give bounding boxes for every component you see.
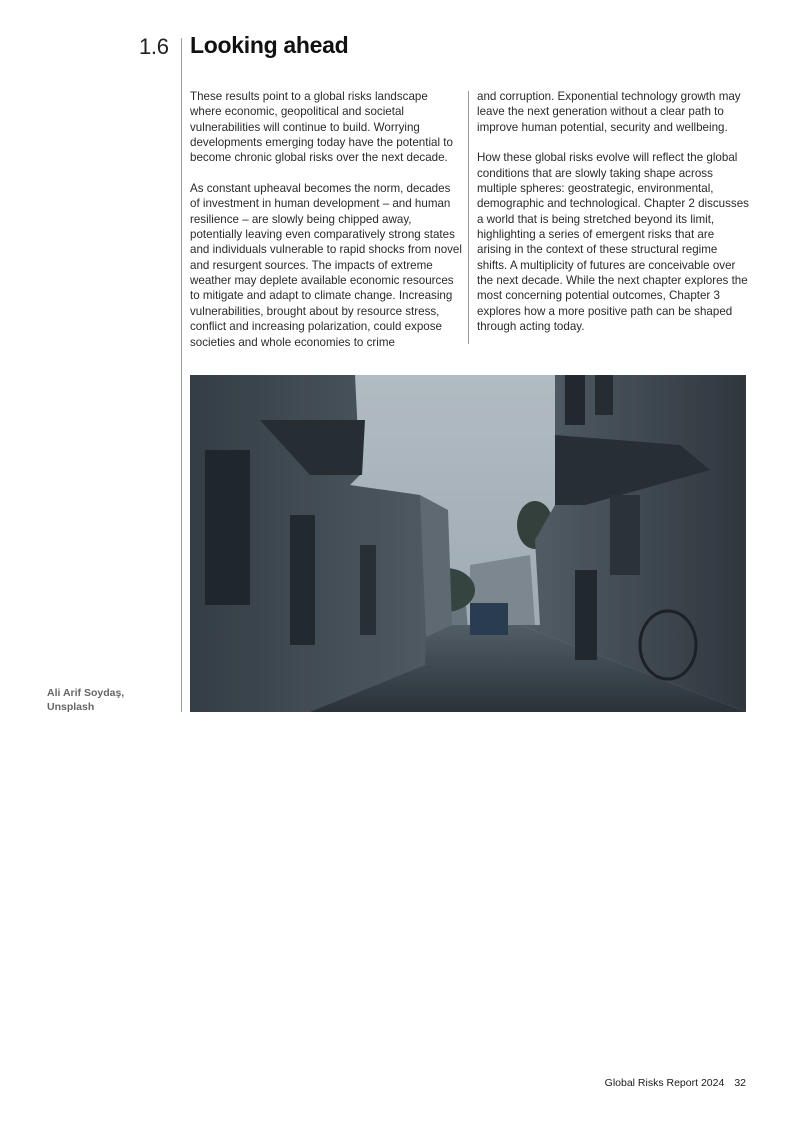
section-number: 1.6 xyxy=(139,34,169,59)
page-footer xyxy=(605,1077,746,1089)
paragraph: How these global risks evolve will reflect the global conditions that are slowly taking shape across multiple spheres: geostrategic, environmental, demographic and technological. Chapter 2 discusses a world that is being stretched beyond its limit, highlighting a series of emergent risks that are arising in the context of these structural regime shifts. A multiplicity of futures are conceivable over the next decade. While the next chapter explores the most concerning potential outcomes, Chapter 3 explores how a more positive path can be shaped through acting today. xyxy=(477,151,749,334)
street-photo xyxy=(190,375,746,712)
column-divider xyxy=(468,91,469,344)
photo-credit: Ali Arif Soydaş, Unsplash xyxy=(47,687,125,713)
report-title: Global Risks Report 2024 xyxy=(604,1077,725,1089)
vertical-rule xyxy=(181,38,182,712)
body-left-column xyxy=(190,89,462,365)
paragraph: As constant upheaval becomes the norm, decades of investment in human development – and human resilience – are slowly being chipped away, potentially leaving even comparatively strong states and individuals vulnerable to rapid shocks from novel and resurgent sources. The impacts of extreme weather may deplete available economic resources to mitigate and adapt to climate change. Increasing vulnerabilities, brought about by resource stress, conflict and increasing polarization, could expose societies and whole economies to crime xyxy=(190,182,462,349)
section-title: Looking ahead xyxy=(190,32,349,58)
paragraph: These results point to a global risks landscape where economic, geopolitical and societal vulnerabilities will continue to build. Worrying developments emerging today have the potential to become chronic global risks over the next decade. xyxy=(190,90,453,165)
page-number: 32 xyxy=(734,1077,746,1089)
body-right-column xyxy=(477,89,749,350)
paragraph: and corruption. Exponential technology growth may leave the next generation without a clear path to improve human potential, security and wellbeing. xyxy=(477,90,741,134)
